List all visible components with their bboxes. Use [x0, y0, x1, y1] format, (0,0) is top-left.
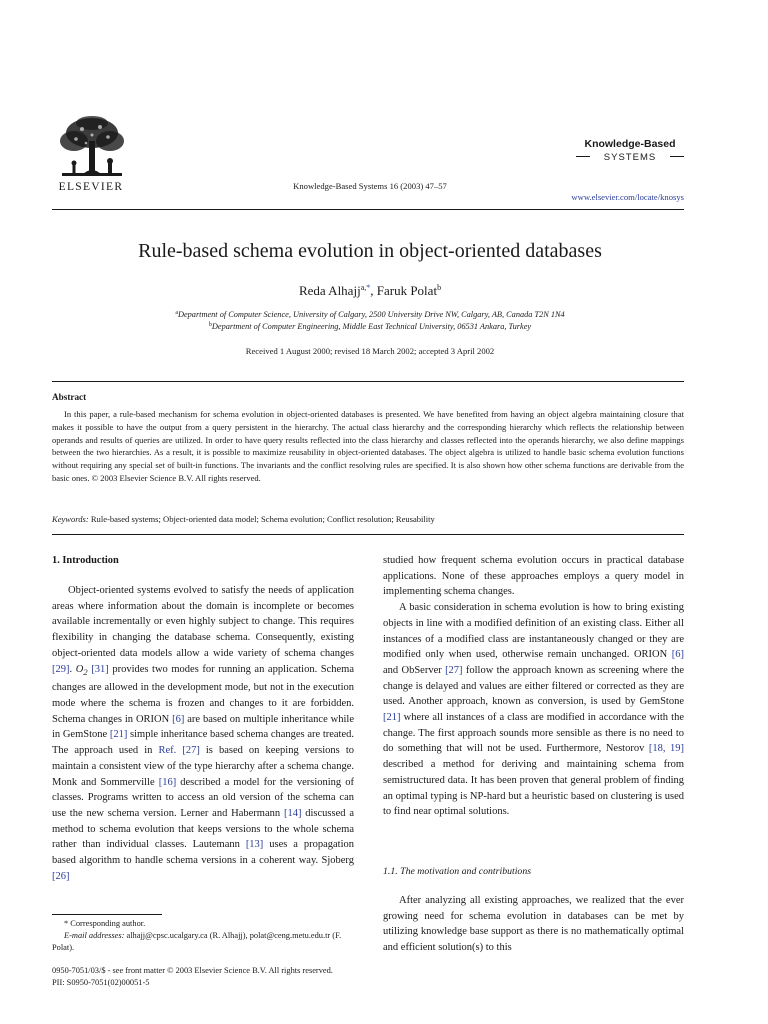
journal-logo-line-left: [576, 156, 590, 157]
body-text: discussed a method to schema evolution that keeps versions to the whole schema rather than individual classes. Lautemann: [52, 807, 354, 851]
keywords: [52, 514, 684, 524]
citation-link[interactable]: [31]: [91, 663, 109, 675]
body-text: described a model for the versioning of classes. Programs written to access an old version of the schema can use the new schema version. Lerner and Habermann: [52, 776, 354, 819]
citation-link[interactable]: [29]: [52, 663, 70, 675]
corresponding-author-link[interactable]: *: [366, 283, 371, 292]
journal-logo-top: Knowledge-Based: [584, 138, 676, 150]
citation-link[interactable]: [14]: [283, 807, 302, 819]
author-name: Reda Alhajj: [298, 283, 361, 298]
keywords-label: Keywords:: [52, 514, 89, 524]
body-text: are based on multiple inheritance while in GemStone: [52, 713, 354, 741]
header-divider: [52, 209, 684, 210]
affiliation-text: Department of Computer Engineering, Middle East Technical University, 06531 Ankara, Turkey: [211, 322, 532, 331]
citation-link[interactable]: [26]: [52, 870, 70, 882]
affiliation-mark: a: [175, 310, 178, 316]
affiliation-mark: b: [208, 322, 212, 328]
citation-link[interactable]: [6]: [172, 713, 185, 725]
copyright-meta: [52, 965, 552, 989]
o2-symbol: [76, 664, 88, 675]
email-addresses[interactable]: alhajj@cpsc.ucalgary.ca (R. Alhajj), polat@ceng.metu.edu.tr (F. Polat).: [52, 930, 342, 952]
o2-subscript: 2: [83, 666, 88, 677]
footnote-emails: [52, 930, 354, 954]
keywords-list: Rule-based systems; Object-oriented data model; Schema evolution; Conflict resolution; Reusability: [88, 514, 435, 524]
footnote-divider: [52, 914, 162, 915]
citation-link[interactable]: [21]: [383, 712, 401, 724]
body-text: .: [69, 663, 76, 675]
abstract-bottom-divider: [52, 534, 684, 535]
issn-line: 0950-7051/03/$ - see front matter © 2003 Elsevier Science B.V. All rights reserved.: [52, 966, 333, 975]
citation-link[interactable]: Ref. [27]: [158, 745, 200, 757]
body-text: described a method for deriving and maintaining schema from semistructured data. It has been proven that general problem of finding an optimal typing is NP-hard but a heuristic based on clustering is used to find near optimal solutions.: [383, 759, 684, 818]
email-label: E-mail addresses:: [64, 930, 125, 940]
section-heading: 1. Introduction: [52, 555, 119, 566]
affiliation-text: Department of Computer Science, University of Calgary, 2500 University Drive NW, Calgary, AB, Canada T2N 1N4: [177, 310, 565, 319]
abstract-text: In this paper, a rule-based mechanism for schema evolution in object-oriented databases is presented. We have benefited from having an object algebra maintaining closure that makes it possible to have the output from a query persistent in the hierarchy. The actual class hierarchy and the corresponding hierarchy which reflects the relationship between operands and results of queries are utilized. In order to have query results reflected into the class hierarchy and classes reflected into the operands hierarchy, we also define mappings between the two hierarchies. As a result, it is possible to maximize reusability in object-oriented databases. The object algebra is utilized to handle basic schema evolution functions without requiring any special set of built-in functions. The invariants and the conflict resolving rules are specified. It is also shown how other schema functions are derivable from the basic ones. © 2003 Elsevier Science B.V. All rights reserved.: [52, 409, 684, 483]
body-paragraph: [383, 600, 684, 820]
affiliation-b: [60, 322, 680, 331]
o2-letter: O: [75, 663, 84, 675]
body-paragraph: studied how frequent schema evolution occurs in practical database applications. None of these approaches employs a query model in implementing schema changes.: [383, 555, 684, 598]
citation-link[interactable]: [27]: [445, 664, 463, 676]
journal-url-link[interactable]: www.elsevier.com/locate/knosys: [571, 192, 684, 202]
body-text: uses a propagation based algorithm to handle schema versions in a coherent way. Sjoberg: [52, 839, 354, 867]
citation-link[interactable]: [6]: [671, 649, 684, 661]
publisher-name: ELSEVIER: [58, 181, 124, 193]
journal-reference: Knowledge-Based Systems 16 (2003) 47–57: [293, 181, 447, 191]
intro-paragraph-left: [52, 583, 354, 884]
footnote-text: Corresponding author.: [68, 919, 146, 928]
citation-link[interactable]: [16]: [158, 776, 177, 788]
citation-link[interactable]: [13]: [245, 839, 264, 851]
abstract-top-divider: [52, 381, 684, 382]
received-dates: Received 1 August 2000; revised 18 March 2002; accepted 3 April 2002: [245, 346, 495, 356]
body-text: A basic consideration in schema evolution is how to bring existing objects in line with a modified definition of an existing class. Either all instances of a modified class are instantaneously changed or they are modified only when used, otherwise remain unchanged. ORION: [383, 602, 684, 661]
citation-link[interactable]: [21]: [109, 729, 128, 741]
affiliation-mark: a,: [360, 283, 367, 292]
affiliation-mark: b: [437, 283, 442, 292]
author-separator: ,: [370, 283, 377, 298]
body-text: is based on keeping versions to maintain a consistent view of the type hierarchy after a schema change. Monk and Sommerville: [52, 745, 354, 788]
journal-logo-bottom: [570, 152, 690, 163]
motivation-paragraph: After analyzing all existing approaches, we realized that the ever growing need for schema evolution in databases can be met by utilizing knowledge base support as there is no mathematically optimal and efficient solution(s) to this: [383, 895, 684, 954]
journal-logo-line-right: [670, 156, 684, 157]
intro-paragraph-right: [383, 553, 684, 820]
body-text: follow the approach known as screening where the change is delayed and values are either filtered or corrected as they are used. Another approach, known as conversion, is used by GemStone: [383, 664, 684, 708]
body-text: simple inheritance based schema changes are treated. The approach used in: [52, 729, 355, 757]
citation-link[interactable]: [18, 19]: [648, 743, 684, 755]
body-text: Object-oriented systems evolved to satisfy the needs of application areas where information about the domain is incomplete or becomes available incrementally or even highly subject to change. This requires flexibility in changing the database schema. Consequently, existing object-oriented data models allow a wide variety of schema changes: [52, 585, 354, 659]
journal-logo: [570, 138, 690, 163]
body-text: where all instances of a class are modified in accordance with the change. The first approach sounds more sensible as there is no need to do something that will not be used. Furthermore, Nestorov: [383, 712, 684, 755]
body-text: and ObServer: [383, 664, 446, 676]
author-name: Faruk Polat: [376, 283, 438, 298]
journal-logo-bottom-text: SYSTEMS: [603, 152, 657, 163]
body-text: provides two modes for running an application. Schema changes are allowed in the development mode, but not in the execution mode where the schema is frozen and changes to it are forbidden. Schema changes in ORION: [52, 663, 355, 725]
author-line: [60, 283, 680, 299]
abstract-heading: Abstract: [52, 392, 87, 402]
article-title: Rule-based schema evolution in object-oriented databases: [138, 240, 602, 262]
footnote-mark: *: [64, 919, 69, 928]
footnotes: [52, 918, 354, 953]
subsection-heading: 1.1. The motivation and contributions: [383, 866, 532, 877]
footnote-corresponding: [52, 918, 354, 930]
affiliation-a: [60, 310, 680, 319]
pii-line: PII: S0950-7051(02)00051-5: [52, 978, 150, 987]
